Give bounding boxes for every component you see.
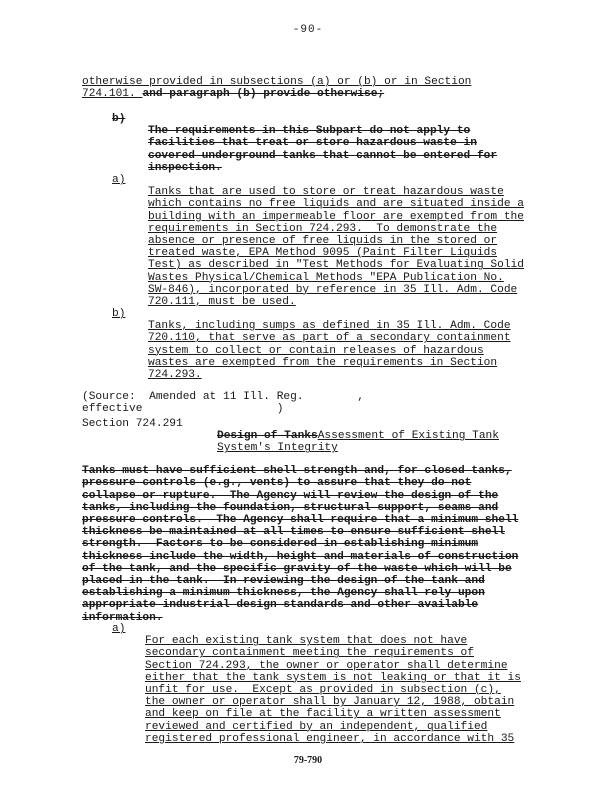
footer-page-id: 79-790 — [293, 755, 323, 766]
item-b-text — [148, 308, 511, 381]
item-a-line: treated waste, EPA Method 9095 (Paint Filter Liquids — [148, 247, 498, 260]
intro-line-2 — [82, 88, 384, 100]
section-title-struck: Design of Tanks — [217, 430, 318, 443]
new-a-line: unfit for use. Except as provided in subsection (c), — [145, 684, 501, 697]
section-title — [217, 418, 499, 455]
item-a-line: building with an impermeable floor are exempted from the — [148, 210, 524, 223]
item-b-line: 724.293. — [148, 369, 202, 382]
source-line: (Source: Amended at 11 Ill. Reg. , — [82, 391, 364, 404]
new-a-label: a) — [112, 623, 126, 635]
item-a-line: which contains no free liquids and are situated inside a — [148, 198, 524, 211]
page-number: -90- — [292, 24, 324, 36]
struck-paragraph-line: pressure controls. The Agency shall require that a minimum shell — [82, 514, 519, 527]
struck-paragraph — [82, 453, 518, 624]
new-a-line: For each existing tank system that does not have — [145, 635, 468, 648]
struck-paragraph-line: thickness include the width, height and materials of construction — [82, 550, 519, 563]
struck-paragraph-line: strength. Factors to be considered in establishing minimum — [82, 538, 479, 551]
new-a-line: and keep on file at the facility a written assessment — [145, 708, 501, 721]
item-a-line: Tanks that are used to store or treat hazardous waste — [148, 186, 504, 199]
new-a-line: registered professional engineer, in accordance with 35 — [145, 732, 515, 745]
item-b-label: b) — [112, 308, 126, 320]
item-b-line: Tanks, including sumps as defined in 35 Ill. Adm. Code — [148, 320, 511, 333]
item-a-line: Test) as described in "Test Methods for Evaluating Solid — [148, 259, 524, 272]
item-a-line: absence or presence of free liquids in the stored or — [148, 235, 498, 248]
section-title-line-1 — [217, 430, 499, 442]
new-a-line: secondary containment meeting the requirements of — [145, 647, 474, 660]
item-a-line: Wastes Physical/Chemical Methods "EPA Publication No. — [148, 271, 504, 284]
new-a-line: reviewed and certified by an independent, qualified — [145, 720, 488, 733]
struck-paragraph-line: tanks, including the foundation, structural support, seams and — [82, 501, 499, 514]
intro-line-2-plain: 724.101. — [82, 88, 143, 100]
section-title-new: Assessment of Existing Tank — [317, 430, 499, 443]
struck-paragraph-line: establishing a minimum thickness, the Agency shall rely upon — [82, 587, 485, 600]
struck-paragraph-line: collapse or rupture. The Agency will review the design of the — [82, 489, 499, 502]
struck-b-label: b) — [112, 113, 126, 125]
struck-paragraph-line: pressure controls (e.g., vents) to assure that they do not — [82, 477, 472, 490]
struck-paragraph-line: appropriate industrial design standards and other available — [82, 599, 479, 612]
struck-paragraph-line: Tanks must have sufficient shell strength and, for closed tanks, — [82, 465, 512, 478]
intro-line-2-struck: and paragraph (b) provide otherwise; — [142, 88, 385, 100]
item-a-line: 720.111, must be used. — [148, 296, 296, 309]
item-b-line: 720.110, that serve as part of a secondary containment — [148, 332, 511, 345]
item-a-line: requirements in Section 724.293. To demonstrate the — [148, 222, 498, 235]
struck-b-line: covered underground tanks that cannot be entered for — [148, 149, 498, 162]
new-a-text — [145, 623, 521, 745]
struck-b-line: inspection. — [148, 161, 222, 174]
struck-paragraph-line: thickness be maintained at all times to ensure sufficient shell — [82, 526, 505, 539]
new-a-line: the owner or operator shall by January 12, 1988, obtain — [145, 696, 515, 709]
new-a-line: either that the tank system is not leaking or that it is — [145, 671, 521, 684]
item-b-line: wastes are exempted from the requirements in Section — [148, 356, 498, 369]
struck-paragraph-line: placed in the tank. In reviewing the design of the tank and — [82, 575, 485, 588]
item-a-line: SW-846), incorporated by reference in 35 Ill. Adm. Code — [148, 283, 518, 296]
section-title-line-2: System's Integrity — [217, 442, 338, 455]
struck-b-line: facilities that treat or store hazardous waste in — [148, 137, 477, 150]
struck-paragraph-line: information. — [82, 611, 163, 624]
struck-paragraph-line: of the tank, and the specific gravity of the waste which will be — [82, 562, 512, 575]
item-b-line: system to collect or contain releases of hazardous — [148, 344, 484, 357]
struck-b-text — [148, 113, 497, 174]
section-number: Section 724.291 — [82, 418, 183, 430]
item-a-text — [148, 174, 524, 308]
intro-line-1: otherwise provided in subsections (a) or (b) or in Section — [82, 76, 472, 88]
source-note — [82, 379, 364, 416]
struck-b-line: The requirements in this Subpart do not apply to — [148, 125, 471, 138]
source-line: effective ) — [82, 403, 284, 416]
item-a-label: a) — [112, 174, 126, 186]
new-a-line: Section 724.293, the owner or operator shall determine — [145, 659, 508, 672]
